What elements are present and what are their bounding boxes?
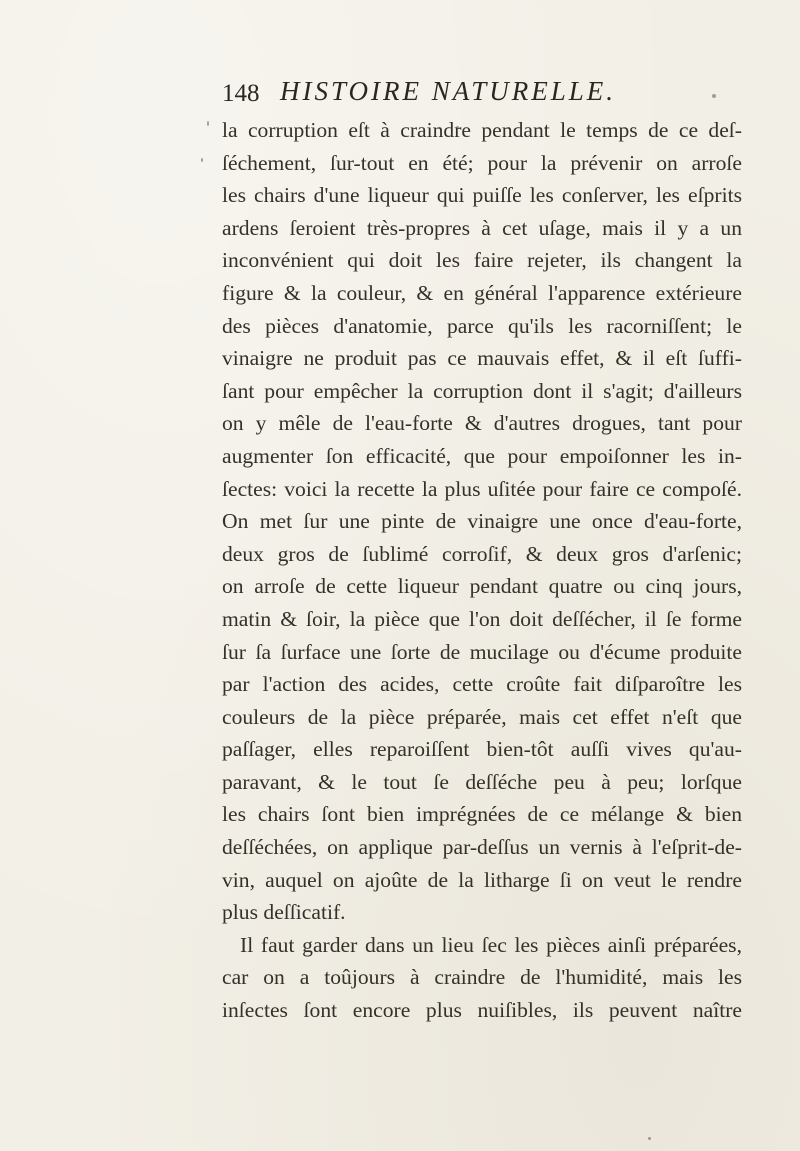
- text-line: par l'action des acides, cette croûte fait diſparoître les: [222, 672, 742, 697]
- text-line: car on a toûjours à craindre de l'humidité, mais les: [222, 965, 742, 990]
- text-line: ſectes: voici la recette la plus uſitée pour faire ce compoſé.: [222, 476, 742, 501]
- paper-speck: [712, 94, 716, 98]
- paper-speck: [201, 158, 203, 162]
- text-line: les chairs d'une liqueur qui puiſſe les conſerver, les eſprits: [222, 183, 742, 208]
- text-line: ſéchement, ſur-tout en été; pour la prévenir on arroſe: [222, 150, 742, 175]
- text-line: la corruption eſt à craindre pendant le temps de ce deſ-: [222, 118, 742, 142]
- paper-speck: [456, 126, 459, 129]
- text-line: Il faut garder dans un lieu ſec les pièces ainſi préparées,: [240, 932, 742, 957]
- text-line: deſſéchées, on applique par-deſſus un vernis à l'eſprit-de-: [222, 835, 742, 860]
- text-line: ſant pour empêcher la corruption dont il s'agit; d'ailleurs: [222, 378, 742, 403]
- text-line: figure & la couleur, & en général l'apparence extérieure: [222, 280, 742, 305]
- page-number: 148: [222, 80, 260, 107]
- page-header: [222, 74, 742, 114]
- text-line: ſur ſa ſurface une ſorte de mucilage ou d'écume produite: [222, 639, 742, 664]
- text-line: inſectes ſont encore plus nuiſibles, ils peuvent naître: [222, 998, 742, 1023]
- text-line: augmenter ſon efficacité, que pour empoiſonner les in-: [222, 443, 742, 468]
- text-line: plus deſſicatif.: [222, 900, 346, 925]
- paper-speck: [207, 121, 209, 126]
- text-line: couleurs de la pièce préparée, mais cet effet n'eſt que: [222, 704, 742, 729]
- text-line: des pièces d'anatomie, parce qu'ils les racorniſſent; le: [222, 313, 742, 338]
- text-line: les chairs ſont bien imprégnées de ce mélange & bien: [222, 802, 742, 827]
- text-line: on arroſe de cette liqueur pendant quatre ou cinq jours,: [222, 574, 742, 599]
- text-line: deux gros de ſublimé corroſif, & deux gros d'arſenic;: [222, 541, 742, 566]
- text-line: On met ſur une pinte de vinaigre une once d'eau-forte,: [222, 509, 742, 534]
- running-title: HISTOIRE NATURELLE.: [280, 76, 617, 106]
- text-line: inconvénient qui doit les faire rejeter, ils changent la: [222, 248, 742, 273]
- text-line: vin, auquel on ajoûte de la litharge ſi on veut le rendre: [222, 867, 742, 892]
- text-line: paſſager, elles reparoiſſent bien-tôt auſſi vives qu'au-: [222, 737, 742, 762]
- body-text: [222, 114, 742, 1027]
- text-line: paravant, & le tout ſe deſſéche peu à peu; lorſque: [222, 769, 742, 794]
- text-line: matin & ſoir, la pièce que l'on doit deſſécher, il ſe forme: [222, 606, 742, 631]
- text-line: ardens ſeroient très-propres à cet uſage, mais il y a un: [222, 215, 742, 240]
- text-line: vinaigre ne produit pas ce mauvais effet, & il eſt ſuffi-: [222, 346, 742, 371]
- paper-speck: [648, 1137, 651, 1140]
- text-line: on y mêle de l'eau-forte & d'autres drogues, tant pour: [222, 411, 742, 436]
